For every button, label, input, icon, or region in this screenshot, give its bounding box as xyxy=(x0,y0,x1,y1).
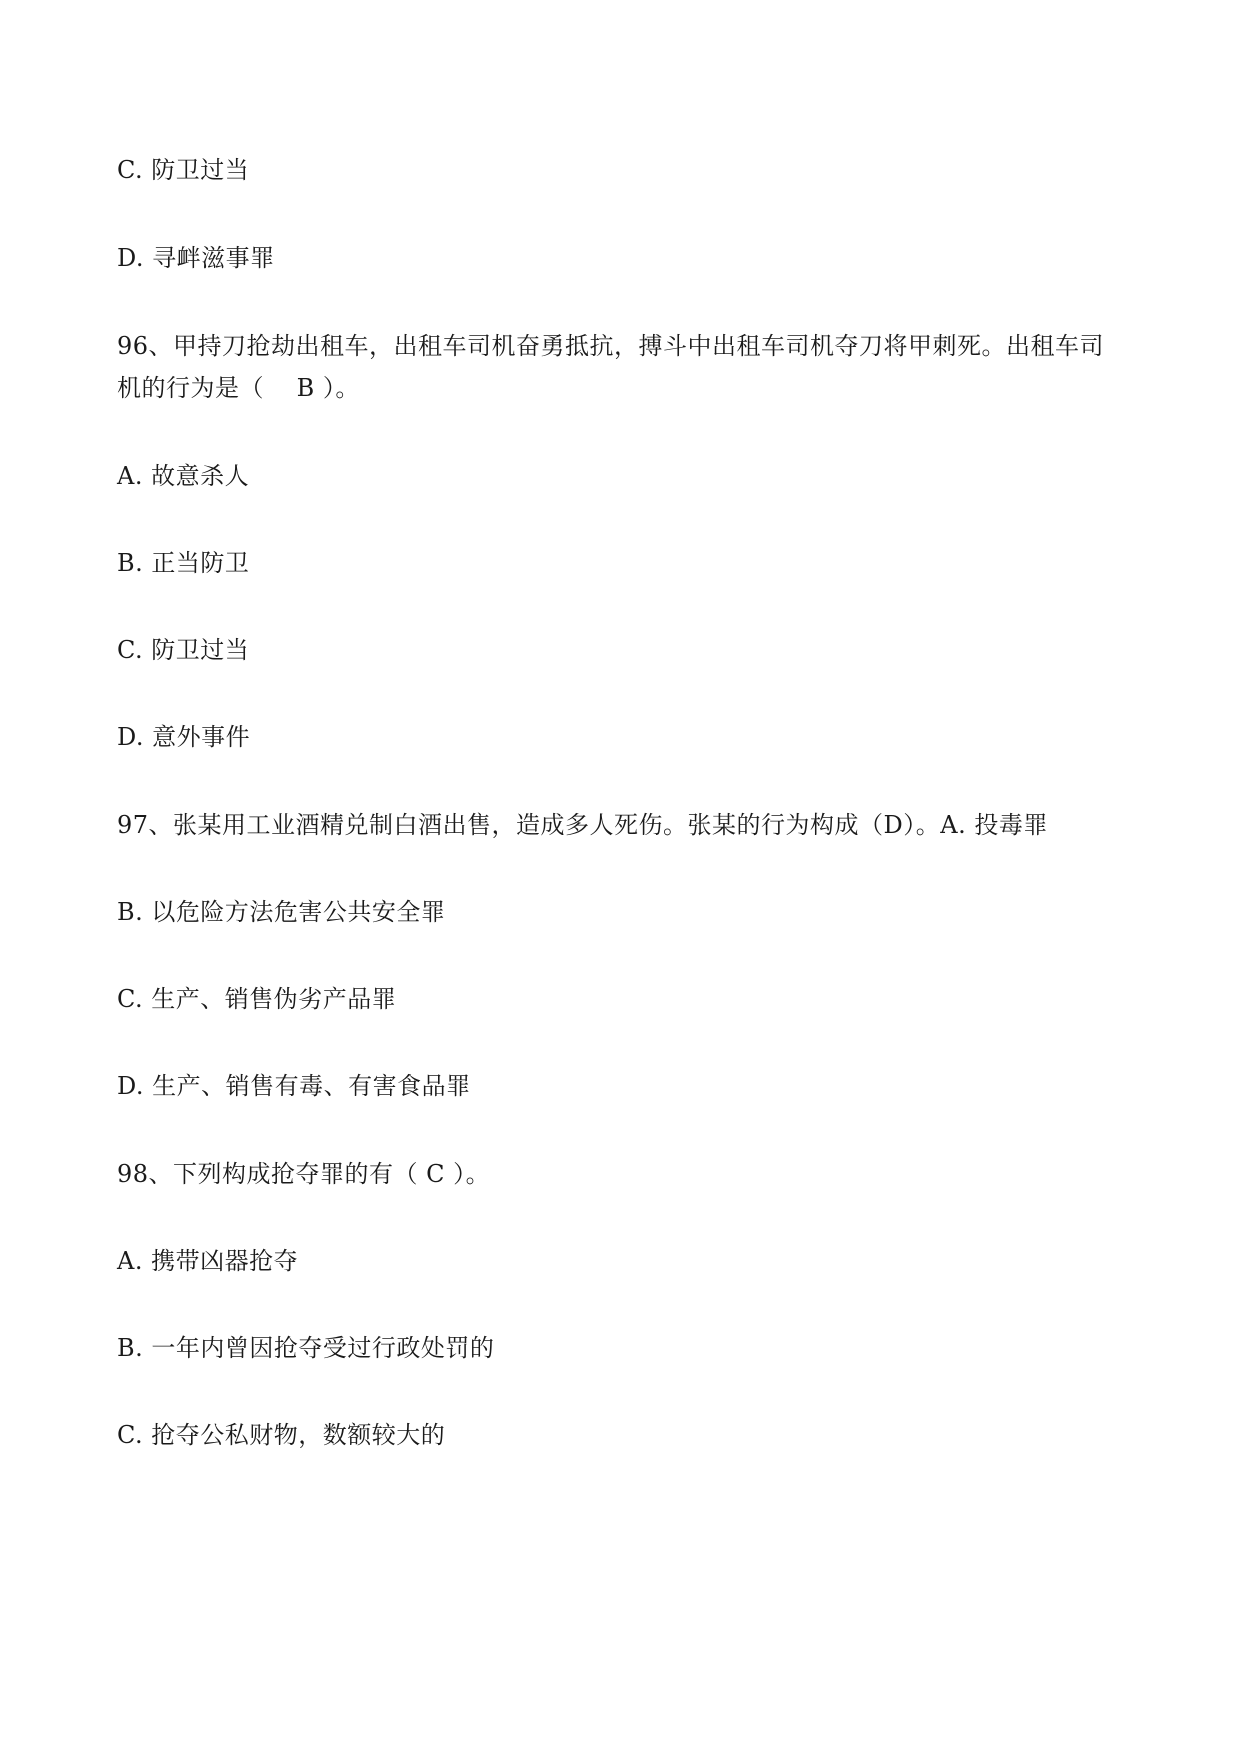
q96-stem-line2: 机的行为是（ B ）。 xyxy=(117,374,360,402)
q96-stem-line1: 96、甲持刀抢劫出租车，出租车司机奋勇抵抗，搏斗中出租车司机夺刀将甲刺死。出租车司 xyxy=(117,332,1105,360)
q98-option-b: B. 一年内曾因抢夺受过行政处罚的 xyxy=(117,1334,495,1362)
q96-option-d: D. 意外事件 xyxy=(117,723,251,751)
q98-option-a: A. 携带凶器抢夺 xyxy=(117,1247,299,1275)
q95-option-c: C. 防卫过当 xyxy=(117,156,250,184)
q97-option-b: B. 以危险方法危害公共安全罪 xyxy=(117,898,446,926)
q97-option-c: C. 生产、销售伪劣产品罪 xyxy=(117,985,397,1013)
q98-stem: 98、下列构成抢夺罪的有（ C ）。 xyxy=(117,1160,491,1188)
q97-option-d: D. 生产、销售有毒、有害食品罪 xyxy=(117,1072,471,1100)
q98-option-c: C. 抢夺公私财物，数额较大的 xyxy=(117,1421,446,1449)
q96-option-c: C. 防卫过当 xyxy=(117,636,250,664)
q95-option-d: D. 寻衅滋事罪 xyxy=(117,244,275,272)
q97-stem: 97、张某用工业酒精兑制白酒出售，造成多人死伤。张某的行为构成（D）。A. 投毒罪 xyxy=(117,811,1048,839)
q96-option-b: B. 正当防卫 xyxy=(117,549,250,577)
q96-option-a: A. 故意杀人 xyxy=(117,462,250,490)
